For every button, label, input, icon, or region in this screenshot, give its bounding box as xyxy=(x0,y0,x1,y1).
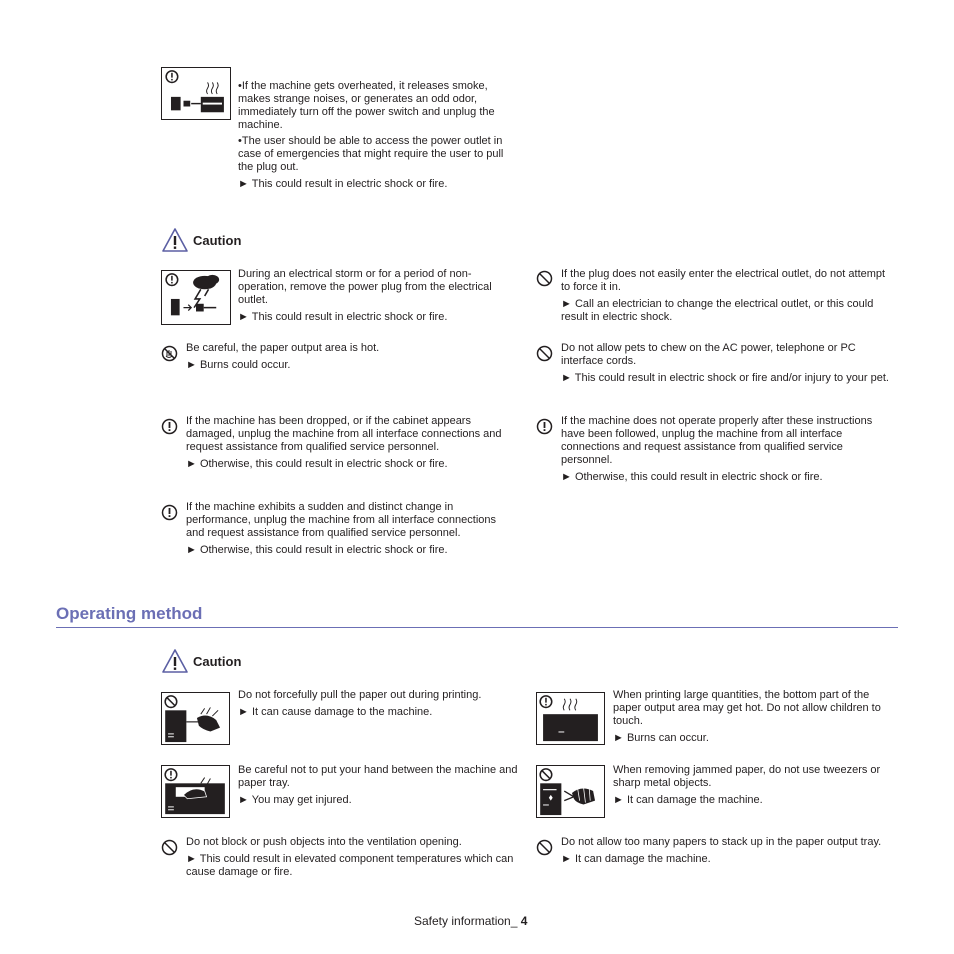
vent-result: ► This could result in elevated component temperatures which can cause damage or fire. xyxy=(186,853,514,878)
caution-label: Caution xyxy=(193,653,242,669)
stack-warning: Do not allow too many papers to stack up in the paper output tray. xyxy=(561,836,882,848)
overheat-result: ► This could result in electric shock or fire. xyxy=(238,178,448,190)
performance-text xyxy=(186,501,496,557)
attention-icon xyxy=(161,418,178,435)
storm-text xyxy=(238,268,500,324)
vent-text xyxy=(186,836,521,879)
section-title: Operating method xyxy=(56,604,203,623)
pets-result: ► This could result in electric shock or fire and/or injury to your pet. xyxy=(561,372,889,384)
hot-result: ► Burns could occur. xyxy=(186,359,291,371)
hot-output-illustration xyxy=(536,692,605,745)
plug-result: ► Call an electrician to change the electrical outlet, or this could result in electric shock. xyxy=(561,298,874,323)
attention-icon xyxy=(161,504,178,521)
performance-result: ► Otherwise, this could result in electric shock or fire. xyxy=(186,544,448,556)
warning-triangle-icon xyxy=(161,648,189,674)
caution-heading xyxy=(161,648,241,674)
pull-result: ► It can cause damage to the machine. xyxy=(238,706,433,718)
jam-warning: When removing jammed paper, do not use tweezers or sharp metal objects. xyxy=(613,764,881,789)
dropped-text xyxy=(186,415,516,471)
attention-icon xyxy=(536,418,553,435)
jam-result: ► It can damage the machine. xyxy=(613,794,763,806)
hand-text xyxy=(238,764,518,807)
hand-tray-illustration xyxy=(161,765,230,818)
hand-warning: Be careful not to put your hand between the machine and paper tray. xyxy=(238,764,518,789)
hot-warning: Be careful, the paper output area is hot. xyxy=(186,342,380,354)
caution-label: Caution xyxy=(193,232,242,248)
footer-label: Safety information_ xyxy=(414,914,518,928)
no-touch-icon xyxy=(161,345,178,362)
dropped-warning: If the machine has been dropped, or if the cabinet appears damaged, unplug the machine from all interface connections and request assistance from qualified service personnel. xyxy=(186,415,502,453)
overheat-warning-text xyxy=(238,80,518,191)
plug-text xyxy=(561,268,891,324)
overheat-line: •If the machine gets overheated, it releases smoke, makes strange noises, or generates an odd odor, immediately turn off the power switch and unplug the machine. xyxy=(238,80,495,131)
dropped-result: ► Otherwise, this could result in electric shock or fire. xyxy=(186,458,448,470)
prohibited-icon xyxy=(536,839,553,856)
page-footer xyxy=(414,914,527,928)
large-text xyxy=(613,689,893,745)
warning-triangle-icon xyxy=(161,227,189,253)
hot-text xyxy=(186,342,516,372)
large-result: ► Burns can occur. xyxy=(613,732,709,744)
performance-warning: If the machine exhibits a sudden and distinct change in performance, unplug the machine from all interface connections and request assistance from qualified service personnel. xyxy=(186,501,497,539)
storm-unplug-illustration xyxy=(161,270,231,325)
vent-warning: Do not block or push objects into the ventilation opening. xyxy=(186,836,462,848)
pull-paper-illustration xyxy=(161,692,230,745)
outlet-access-line: •The user should be able to access the power outlet in case of emergencies that might require the user to pull the plug out. xyxy=(238,135,504,173)
jam-tweezers-illustration xyxy=(536,765,605,818)
pull-text xyxy=(238,689,518,719)
not-operate-result: ► Otherwise, this could result in electric shock or fire. xyxy=(561,471,823,483)
plug-warning: If the plug does not easily enter the electrical outlet, do not attempt to force it in. xyxy=(561,268,886,293)
storm-warning: During an electrical storm or for a period of non-operation, remove the power plug from the electrical outlet. xyxy=(238,268,492,306)
caution-heading xyxy=(161,227,241,253)
section-divider xyxy=(56,627,898,628)
prohibited-icon xyxy=(536,345,553,362)
pull-warning: Do not forcefully pull the paper out during printing. xyxy=(238,689,482,701)
hand-result: ► You may get injured. xyxy=(238,794,352,806)
pets-warning: Do not allow pets to chew on the AC power, telephone or PC interface cords. xyxy=(561,342,856,367)
prohibited-icon xyxy=(161,839,178,856)
jam-text xyxy=(613,764,893,807)
stack-result: ► It can damage the machine. xyxy=(561,853,711,865)
storm-result: ► This could result in electric shock or fire. xyxy=(238,311,448,323)
page-number: 4 xyxy=(520,914,528,928)
overheat-unplug-illustration xyxy=(161,67,231,120)
stack-text xyxy=(561,836,891,866)
pets-text xyxy=(561,342,893,385)
not-operate-text xyxy=(561,415,886,484)
not-operate-warning: If the machine does not operate properly after these instructions have been followed, unplug the machine from all interface connections and request assistance from qualified service personnel. xyxy=(561,415,873,466)
large-warning: When printing large quantities, the bottom part of the paper output area may get hot. Do not allow children to touch. xyxy=(613,689,881,727)
prohibited-icon xyxy=(536,270,553,287)
